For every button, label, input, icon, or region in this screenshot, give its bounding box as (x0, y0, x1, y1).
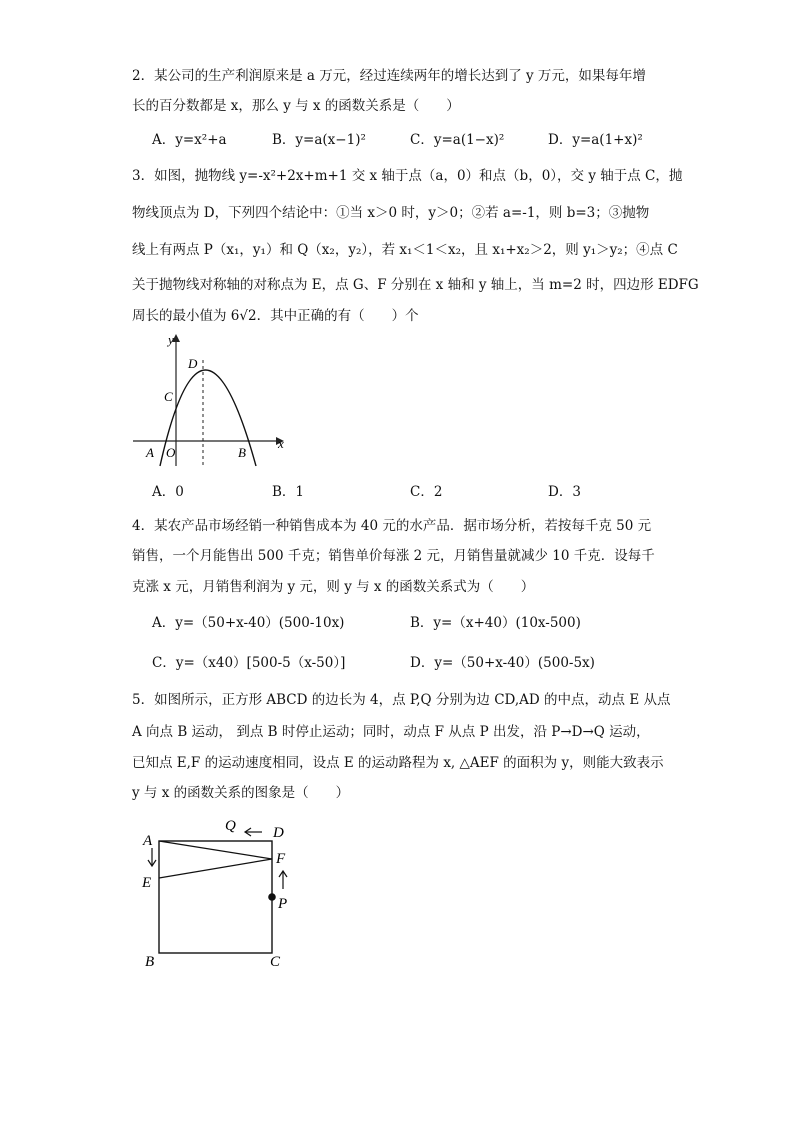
label-o: O (166, 445, 176, 460)
q3-option-c[interactable]: C．2 (410, 484, 443, 500)
label-b: B (145, 954, 155, 970)
label-d: D (188, 356, 198, 371)
q3-option-b[interactable]: B．1 (272, 484, 305, 500)
point-p (268, 893, 276, 901)
q5-line-1: 5．如图所示，正方形 ABCD 的边长为 4，点 P,Q 分别为边 CD,AD 的中点，动点 E 从点 (132, 692, 671, 708)
label-d: D (273, 825, 284, 841)
label-b: B (238, 445, 246, 460)
square-abcd (159, 841, 272, 953)
q5-line-4: y 与 x 的函数关系的图象是（ ） (132, 785, 350, 801)
q4-line-1: 4．某农产品市场经销一种销售成本为 40 元的水产品．据市场分析，若按每千克 50 元 (132, 518, 652, 534)
q2-line-1: 2．某公司的生产利润原来是 a 万元，经过连续两年的增长达到了 y 万元，如果每年增 (132, 68, 646, 84)
q2-option-a[interactable]: A．y=x²+a (152, 132, 227, 148)
q5-line-2: A 向点 B 运动， 到点 B 时停止运动；同时，动点 F 从点 P 出发，沿 P→D→Q 运动， (132, 724, 650, 740)
label-c: C (270, 954, 281, 970)
parabola-figure (128, 330, 298, 470)
q3-line-4: 关于抛物线对称轴的对称点为 E，点 G、F 分别在 x 轴和 y 轴上，当 m=2 时，四边形 EDFG (132, 277, 699, 293)
q2-option-d[interactable]: D．y=a(1+x)² (548, 132, 643, 148)
segment-ef (159, 859, 272, 878)
q4-option-a[interactable]: A．y=（50+x-40）(500-10x) (152, 615, 345, 631)
q4-option-d[interactable]: D．y=（50+x-40）(500-5x) (410, 655, 595, 671)
q4-line-2: 销售，一个月能售出 500 千克；销售单价每涨 2 元，月销售量就减少 10 千克．设每千 (132, 548, 655, 564)
segment-af (159, 841, 272, 859)
q4-option-b[interactable]: B．y=（x+40）(10x-500) (410, 615, 581, 631)
label-q: Q (225, 818, 236, 834)
q3-option-a[interactable]: A．0 (152, 484, 184, 500)
label-c: C (164, 389, 173, 404)
q2-line-2: 长的百分数都是 x，那么 y 与 x 的函数关系是（ ） (132, 98, 460, 114)
q4-line-3: 克涨 x 元，月销售利润为 y 元，则 y 与 x 的函数关系式为（ ） (132, 579, 535, 595)
label-f: F (276, 851, 286, 867)
label-a: A (143, 833, 153, 849)
label-y: y (168, 332, 174, 347)
square-figure (136, 812, 306, 972)
label-a: A (146, 445, 154, 460)
label-p: P (278, 896, 288, 912)
q3-line-2: 物线顶点为 D，下列四个结论中：①当 x＞0 时，y＞0；②若 a=-1，则 b=3；③抛物 (132, 205, 650, 221)
label-x: x (278, 436, 284, 451)
q2-option-b[interactable]: B．y=a(x−1)² (272, 132, 366, 148)
q3-line-1: 3．如图，抛物线 y=-x²+2x+m+1 交 x 轴于点（a，0）和点（b，0），交 y 轴于点 C，抛 (132, 168, 683, 184)
q2-option-c[interactable]: C．y=a(1−x)² (410, 132, 505, 148)
q4-option-c[interactable]: C．y=（x40）[500-5（x-50）] (152, 655, 346, 671)
q3-line-5: 周长的最小值为 6√2．其中正确的有（ ）个 (132, 308, 419, 324)
q3-option-d[interactable]: D．3 (548, 484, 581, 500)
q5-line-3: 已知点 E,F 的运动速度相同，设点 E 的运动路程为 x, △AEF 的面积为 y，则能大致表示 (132, 755, 664, 771)
q3-line-3: 线上有两点 P（x₁，y₁）和 Q（x₂，y₂），若 x₁＜1＜x₂，且 x₁+x₂＞2，则 y₁＞y₂；④点 C (132, 242, 678, 258)
label-e: E (142, 875, 152, 891)
